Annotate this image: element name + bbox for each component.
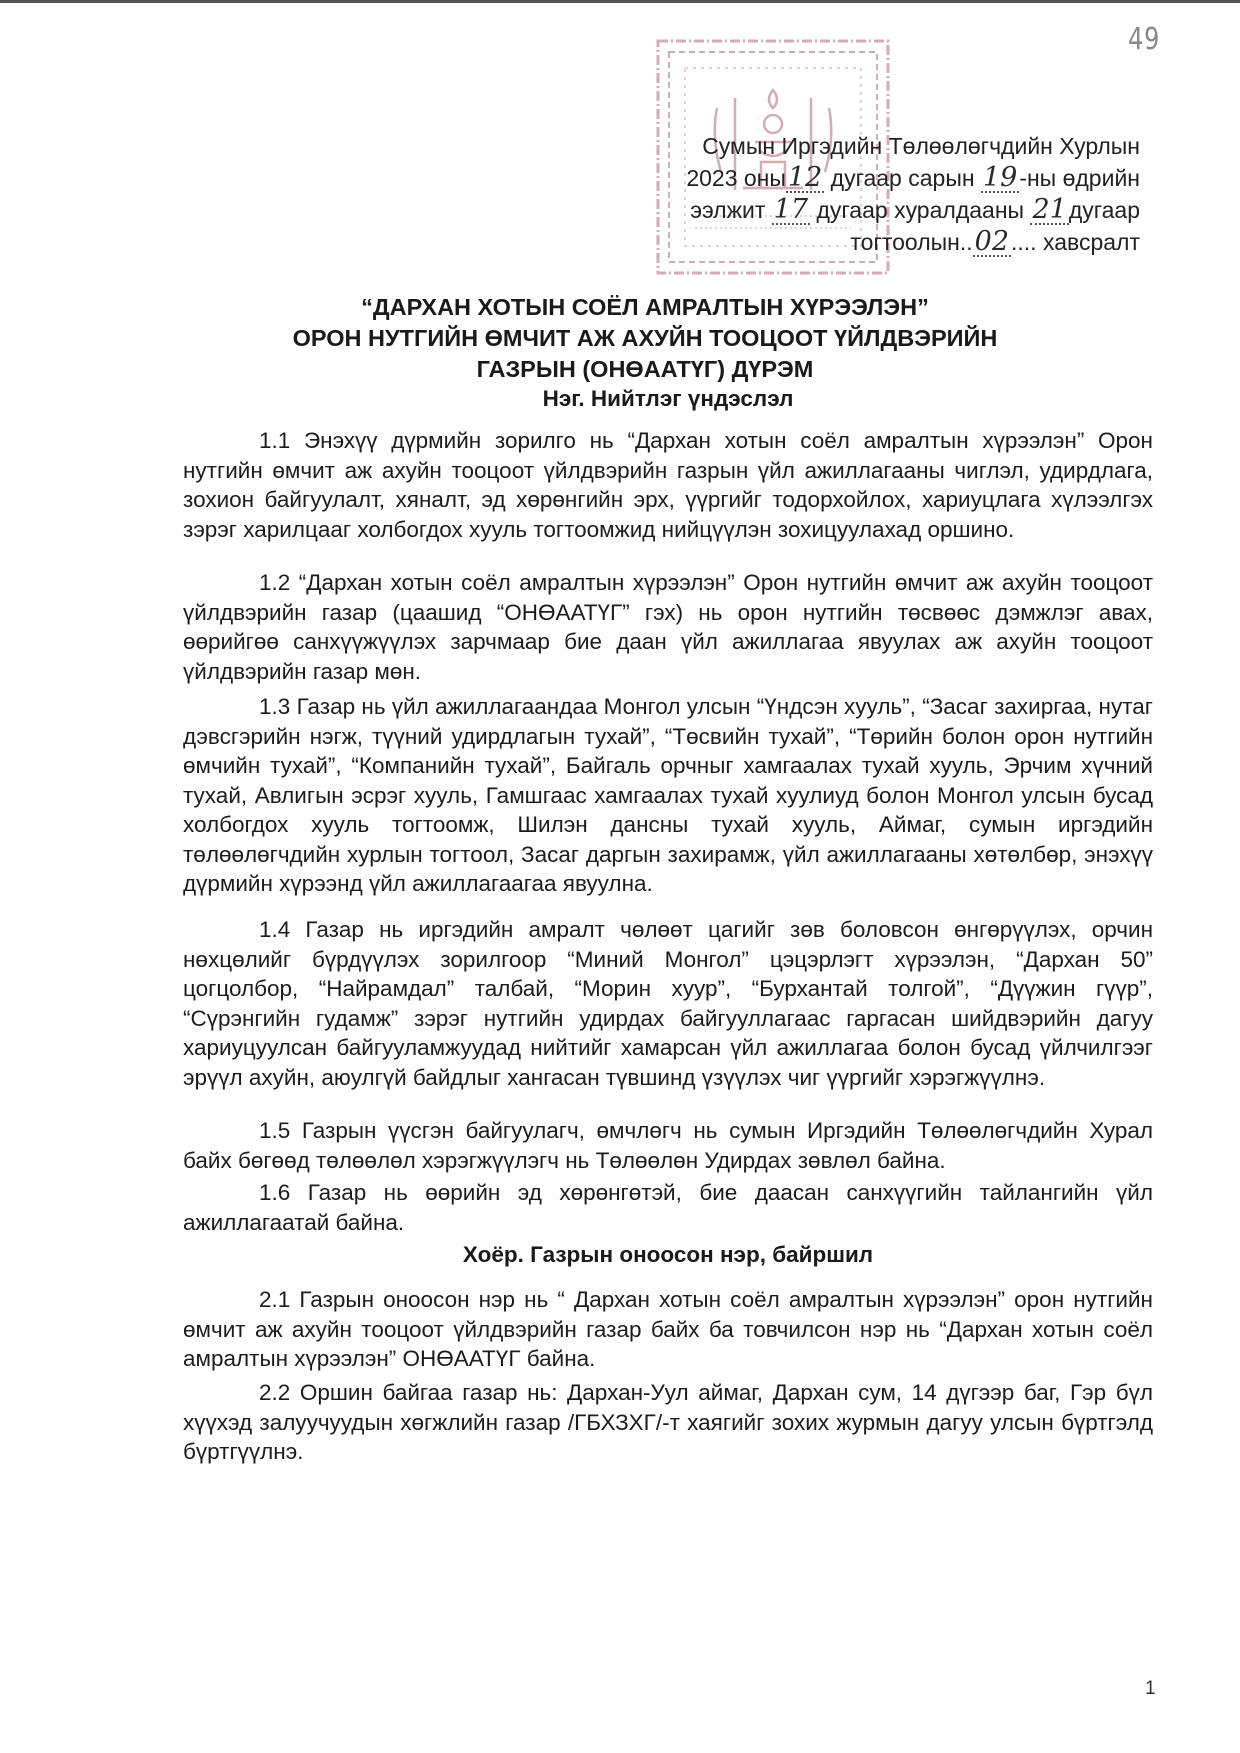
scan-top-edge <box>0 0 1240 3</box>
page-number: 1 <box>1145 1678 1156 1699</box>
paragraph-1-1: 1.1 Энэхүү дүрмийн зорилго нь “Дархан хотын соёл амралтын хүрээлэн” Орон нутгийн өмчит аж ахуйн тооцоот үйлдвэрийн газрын үйл ажиллагааны чиглэл, удирдлага, зохион байгуулалт, хяналт, эд хөрөнгийн эрх, үүргийг тодорхойлох, хариуцлага хүлээлгэх зэрэг харилцааг холбогдох хууль тогтоомжид нийцүүлэн зохицуулахад оршино. <box>183 428 1153 542</box>
header-meeting-text: дугаар хуралдааны <box>816 197 1025 223</box>
section-heading-1: Нэг. Нийтлэг үндэслэл <box>542 386 794 411</box>
paragraph-2-2: 2.2 Оршин байгаа газар нь: Дархан-Уул аймаг, Дархан сум, 14 дүгээр баг, Гэр бүл хүүхэд залуучуудын хөгжлийн газар /ГБХЗХГ/-т хаягийг зохих журмын дагуу улсын бүртгэлд бүртгүүлнэ. <box>183 1380 1153 1464</box>
header-appendix-text: .... хавсралт <box>1011 229 1140 255</box>
document-title <box>240 292 1050 385</box>
header-month-text: дугаар сарын <box>830 165 975 191</box>
header-day-text: -ны өдрийн <box>1019 165 1140 191</box>
paragraph-1-5: 1.5 Газрын үүсгэн байгуулагч, өмчлөгч нь сумын Иргэдийн Төлөөлөгчдийн Хурал байх бөгөөд төлөөлөл хэрэгжүүлэгч нь Төлөөлөн Удирдах зөвлөл байна. <box>183 1118 1153 1173</box>
handwritten-resolution: 02 <box>974 226 1010 257</box>
section-heading-2: Хоёр. Газрын оноосон нэр, байршил <box>462 1242 874 1267</box>
header-line-4 <box>640 226 1140 258</box>
title-line-3: ГАЗРЫН (ОНӨААТҮГ) ДҮРЭМ <box>476 356 814 382</box>
header-line-2 <box>640 162 1140 194</box>
handwritten-day: 19 <box>982 162 1018 193</box>
paragraph-1-3: 1.3 Газар нь үйл ажиллагаандаа Монгол улсын “Үндсэн хууль”, “Засаг захиргаа, нутаг дэвсгэрийн нэгж, түүний удирдлагын тухай”, “Төсвийн тухай”, “Төрийн болон орон нутгийн өмчийн тухай”, “Компанийн тухай”, Байгаль орчныг хамгаалах тухай хууль, Эрчим хүчний тухай, Авлигын эсрэг хууль, Гамшгаас хамгаалах тухай хуулиуд болон Монгол улсын бусад холбогдох хууль тогтоомж, Шилэн дансны тухай хууль, Аймаг, сумын иргэдийн төлөөлөгчдийн хурлын тогтоол, Засаг даргын захирамж, үйл ажиллагааны хөтөлбөр, энэхүү дүрмийн хүрээнд үйл ажиллагаагаа явуулна. <box>183 694 1153 896</box>
title-line-2: ОРОН НУТГИЙН ӨМЧИТ АЖ АХУЙН ТООЦООТ ҮЙЛДВЭРИЙН <box>292 325 998 351</box>
paragraph-1-2: 1.2 “Дархан хотын соёл амралтын хүрээлэн” Орон нутгийн өмчит аж ахуйн тооцоот үйлдвэрийн газар (цаашид “ОНӨААТҮГ” гэх) нь орон нутгийн төсвөөс дэмжлэг авах, өөрийгөө санхүүжүүлэх зарчмаар бие даан үйл ажиллагаа явуулах аж ахуйн тооцоот үйлдвэрийн газар мөн. <box>183 570 1153 684</box>
header-resolution-text: тогтоолын.. <box>850 229 973 255</box>
handwritten-meeting: 21 <box>1032 194 1067 225</box>
appendix-header <box>640 130 1140 258</box>
paragraph-2-1: 2.1 Газрын оноосон нэр нь “ Дархан хотын соёл амралтын хүрээлэн” орон нутгийн өмчит аж ахуйн тооцоот үйлдвэрийн газар байх ба товчилсон нэр нь “Дархан хотын соёл амралтын хүрээлэн” ОНӨААТҮГ байна. <box>183 1287 1153 1371</box>
header-line-1: Сумын Иргэдийн Төлөөлөгчдийн Хурлын <box>702 133 1140 159</box>
handwritten-session: 17 <box>773 194 809 225</box>
header-year-text: 2023 оны <box>686 165 786 191</box>
header-session-text: ээлжит <box>690 197 766 223</box>
paragraph-1-4: 1.4 Газар нь иргэдийн амралт чөлөөт цагийг зөв боловсон өнгөрүүлэх, орчин нөхцөлийг бүрдүүлэх зорилгоор “Миний Монгол” цэцэрлэгт хүрээлэн, “Дархан 50” цогцолбор, “Найрамдал” талбай, “Морин хуур”, “Бурхантай толгой”, “Дүүжин гүүр”, “Сүрэнгийн гудамж” зэрэг нутгийн удирдах байгууллагаас гаргасан шийдвэрийн дагуу хариуцуулсан байгууламжуудад нийтийг хамарсан үйл ажиллагаа болон бусад үйлчилгээг эрүүл ахуйн, аюулгүй байдлыг хангасан түвшинд үзүүлэх чиг үүргийг хэрэгжүүлнэ. <box>183 917 1153 1090</box>
folio-number: 49 <box>1128 22 1161 57</box>
handwritten-month: 12 <box>787 162 823 193</box>
paragraph-1-6: 1.6 Газар нь өөрийн эд хөрөнгөтэй, бие даасан санхүүгийн тайлангийн үйл ажиллагаатай байна. <box>183 1180 1153 1235</box>
header-ordinal-text: дугаар <box>1068 197 1140 223</box>
title-line-1: “ДАРХАН ХОТЫН СОЁЛ АМРАЛТЫН ХҮРЭЭЛЭН” <box>361 294 929 320</box>
header-line-3 <box>640 194 1140 226</box>
